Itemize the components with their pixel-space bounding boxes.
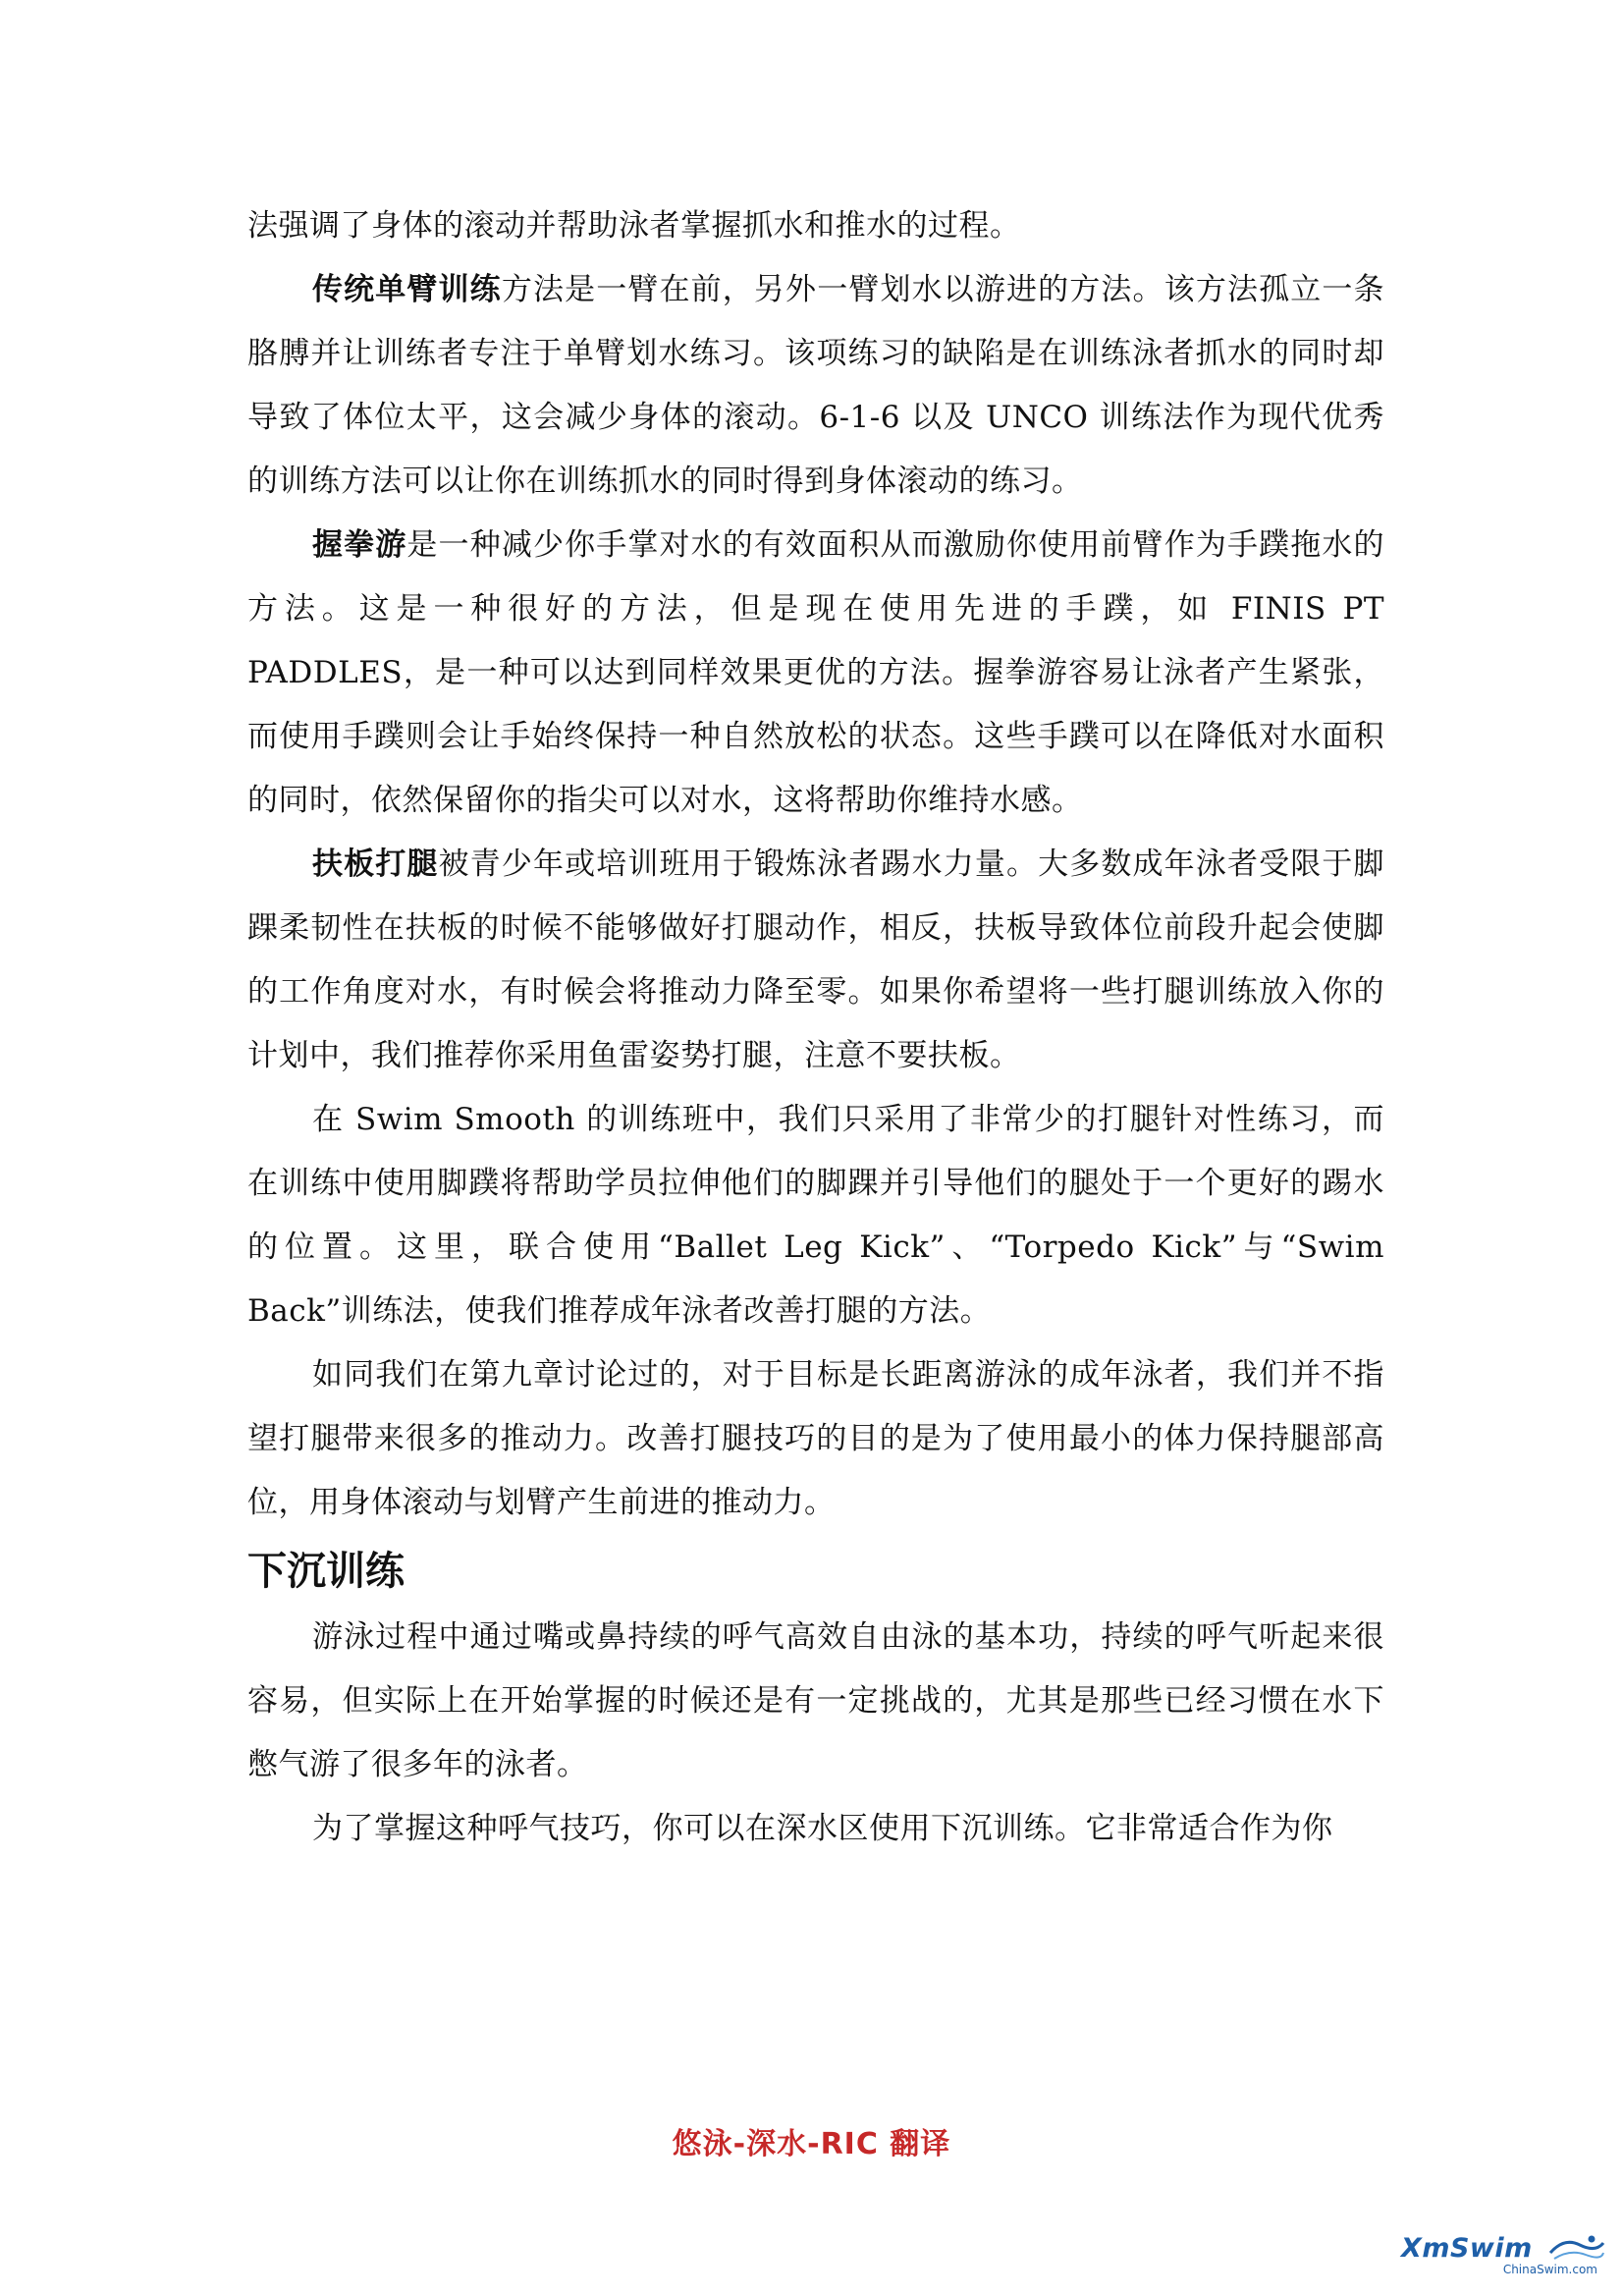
- translator-footer: 悠泳-深水-RIC 翻译: [672, 2127, 951, 2161]
- term-kickboard: 扶板打腿: [312, 847, 439, 882]
- paragraph-single-arm-drill-text: 方法是一臂在前，另外一臂划水以游进的方法。该方法孤立一条胳膊并让训练者专注于单臂划水练习。该项练习的缺陷是在训练泳者抓水的同时却导致了体位太平，这会减少身体的滚动。6-1-6 以及 UNCO 训练法作为现代优秀的训练方法可以让你在训练抓水的同时得到身体滚动的练习。: [247, 272, 1385, 499]
- paragraph-sink-drill: 为了掌握这种呼气技巧，你可以在深水区使用下沉训练。它非常适合作为你: [312, 1811, 1333, 1846]
- paragraph-exhale: 游泳过程中通过嘴或鼻持续的呼气高效自由泳的基本功，持续的呼气听起来很容易，但实际上在开始掌握的时候还是有一定挑战的，尤其是那些已经习惯在水下憋气游了很多年的泳者。: [247, 1619, 1384, 1782]
- term-fist-swim: 握拳游: [312, 527, 407, 563]
- paragraph-chapter-nine: 如同我们在第九章讨论过的，对于目标是长距离游泳的成年泳者，我们并不指望打腿带来很多的推动力。改善打腿技巧的目的是为了使用最小的体力保持腿部高位，用身体滚动与划臂产生前进的推动力。: [247, 1357, 1384, 1520]
- paragraph-kickboard-text: 被青少年或培训班用于锻炼泳者踢水力量。大多数成年泳者受限于脚踝柔韧性在扶板的时候不能够做好打腿动作，相反，扶板导致体位前段升起会使脚的工作角度对水，有时候会将推动力降至零。如果你希望将一些打腿训练放入你的计划中，我们推荐你采用鱼雷姿势打腿，注意不要扶板。: [247, 847, 1384, 1073]
- paragraph-single-arm-drill: [247, 258, 1384, 514]
- term-single-arm-drill: 传统单臂训练: [312, 272, 502, 307]
- paragraph-kickboard: [247, 833, 1384, 1088]
- paragraph-fist-swim-text: 是一种减少你手掌对水的有效面积从而激励你使用前臂作为手蹼拖水的方法。这是一种很好的方法，但是现在使用先进的手蹼，如 FINIS PT PADDLES，是一种可以达到同样效果更优的方法。握拳游容易让泳者产生紧张，而使用手蹼则会让手始终保持一种自然放松的状态。这些手蹼可以在降低对水面积的同时，依然保留你的指尖可以对水，这将帮助你维持水感。: [247, 527, 1385, 818]
- section-heading: 下沉训练: [247, 1549, 405, 1594]
- swimmer-logo-icon: [1546, 2231, 1605, 2263]
- watermark-site-url: ChinaSwim.com: [1502, 2263, 1597, 2276]
- watermark-logo-text: XmSwim: [1401, 2233, 1533, 2264]
- paragraph-swim-smooth: 在 Swim Smooth 的训练班中，我们只采用了非常少的打腿针对性练习，而在训练中使用脚蹼将帮助学员拉伸他们的脚踝并引导他们的腿处于一个更好的踢水的位置。这里，联合使用“Ballet Leg Kick”、“Torpedo Kick”与“Swim Back”训练法，使我们推荐成年泳者改善打腿的方法。: [247, 1102, 1384, 1329]
- paragraph-fist-swim: [247, 514, 1384, 833]
- document-body: [247, 194, 1384, 1861]
- paragraph-continued: 法强调了身体的滚动并帮助泳者掌握抓水和推水的过程。: [247, 208, 1021, 244]
- site-watermark: [1399, 2231, 1605, 2280]
